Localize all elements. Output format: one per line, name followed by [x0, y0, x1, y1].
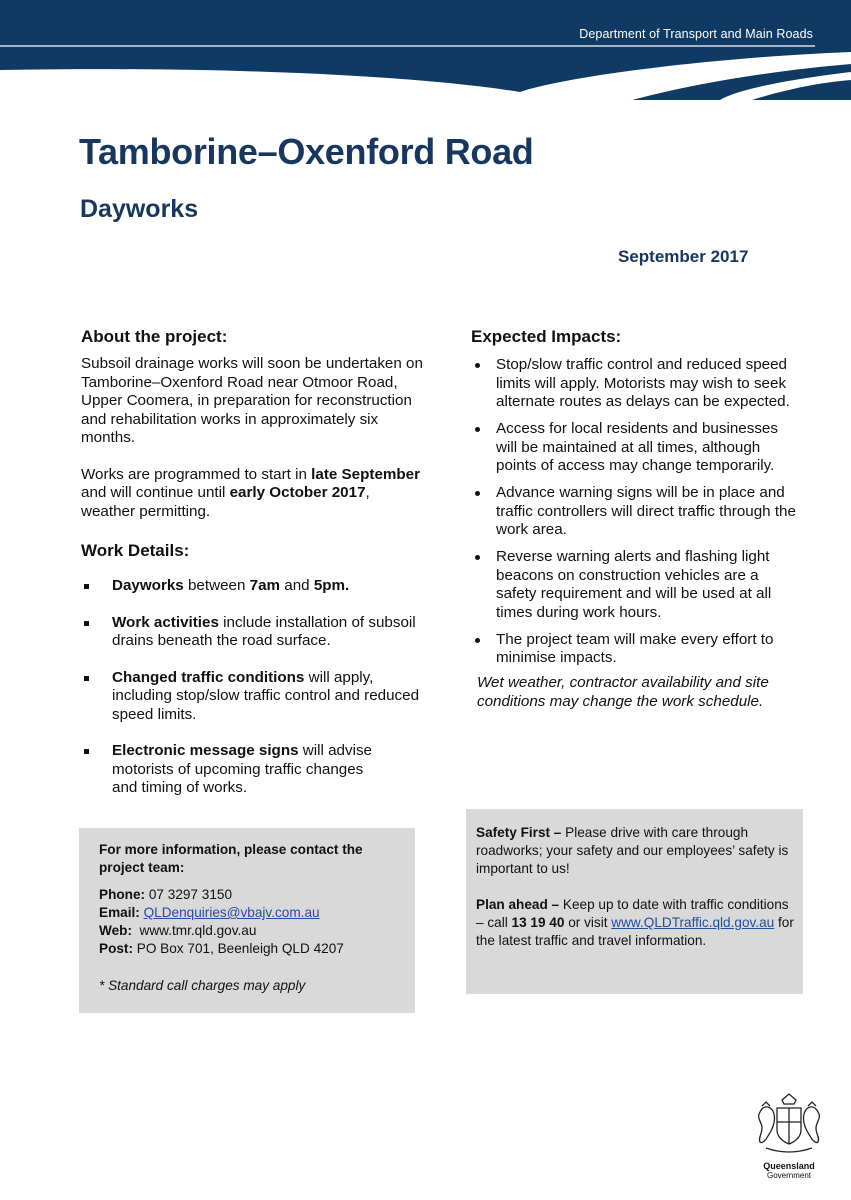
logo-line-2: Government — [766, 1171, 812, 1180]
list-item: Reverse warning alerts and flashing light beacons on construction vehicles are a safety requirement and will be used at all times during work hours. — [471, 548, 801, 622]
contact-email: Email: QLDenquiries@vbajv.com.au — [99, 905, 320, 920]
work-details-heading: Work Details: — [81, 541, 190, 560]
department-name: Department of Transport and Main Roads — [579, 27, 813, 41]
list-item: The project team will make every effort to minimise impacts. — [471, 631, 801, 668]
list-item: Stop/slow traffic control and reduced speed limits will apply. Motorists may wish to seek alternate routes as delays can be expected. — [471, 356, 801, 412]
plan-ahead-text: Plan ahead – Keep up to date with traffic conditions – call 13 19 40 or visit www.QLDTraffic.qld.gov.au for the latest traffic and travel information. — [476, 897, 794, 948]
contact-heading: For more information, please contact the project team: — [99, 842, 363, 875]
bullet-square-icon — [84, 749, 89, 754]
publication-date: September 2017 — [618, 247, 749, 266]
contact-box — [79, 828, 415, 1013]
right-column — [471, 327, 801, 711]
about-heading: About the project: — [81, 327, 228, 346]
list-item: Dayworks between 7am and 5pm. — [81, 577, 426, 596]
coat-of-arms-icon — [752, 1092, 826, 1156]
impacts-heading: Expected Impacts: — [471, 327, 622, 346]
list-item: Advance warning signs will be in place and traffic controllers will direct traffic through the work area. — [471, 484, 801, 540]
list-item: Work activities include installation of subsoil drains beneath the road surface. — [81, 614, 426, 651]
queensland-government-logo — [752, 1092, 826, 1178]
about-paragraph: Subsoil drainage works will soon be undertaken on Tamborine–Oxenford Road near Otmoor Road, Upper Coomera, in preparation for reconstruction and rehabilitation works in approximately six months. — [81, 355, 423, 446]
call-charges-note: * Standard call charges may apply — [99, 978, 306, 993]
header-banner — [0, 0, 851, 110]
bullet-square-icon — [84, 676, 89, 681]
logo-line-1: Queensland — [763, 1161, 815, 1171]
page-title: Tamborine–Oxenford Road — [79, 131, 534, 172]
left-column — [81, 327, 426, 816]
work-details-list — [81, 577, 426, 798]
safety-box — [466, 809, 803, 994]
bullet-square-icon — [84, 584, 89, 589]
list-item: Access for local residents and businesses will be maintained at all times, although points of access may change temporarily. — [471, 420, 801, 476]
contact-web: Web: www.tmr.qld.gov.au — [99, 923, 257, 938]
email-link[interactable]: QLDenquiries@vbajv.com.au — [143, 905, 320, 920]
qldtraffic-link[interactable]: www.QLDTraffic.qld.gov.au — [611, 915, 775, 930]
contact-phone: Phone: 07 3297 3150 — [99, 887, 233, 902]
list-item: Electronic message signs will advise motorists of upcoming traffic changes and timing of works. — [81, 742, 426, 798]
bullet-dot-icon — [475, 638, 480, 643]
bullet-dot-icon — [475, 555, 480, 560]
contact-post: Post: PO Box 701, Beenleigh QLD 4207 — [99, 941, 344, 956]
bullet-dot-icon — [475, 491, 480, 496]
schedule-paragraph: Works are programmed to start in late September and will continue until early October 2017, weather permitting. — [81, 465, 421, 520]
schedule-note: Wet weather, contractor availability and site conditions may change the work schedule. — [477, 674, 769, 710]
impacts-list — [471, 356, 801, 668]
page-subtitle: Dayworks — [80, 195, 199, 223]
safety-first-text: Safety First – Please drive with care through roadworks; your safety and our employees’ safety is important to us! — [476, 825, 789, 876]
about-text — [81, 355, 426, 521]
bullet-dot-icon — [475, 427, 480, 432]
list-item: Changed traffic conditions will apply, including stop/slow traffic control and reduced speed limits. — [81, 669, 426, 725]
bullet-dot-icon — [475, 363, 480, 368]
bullet-square-icon — [84, 621, 89, 626]
